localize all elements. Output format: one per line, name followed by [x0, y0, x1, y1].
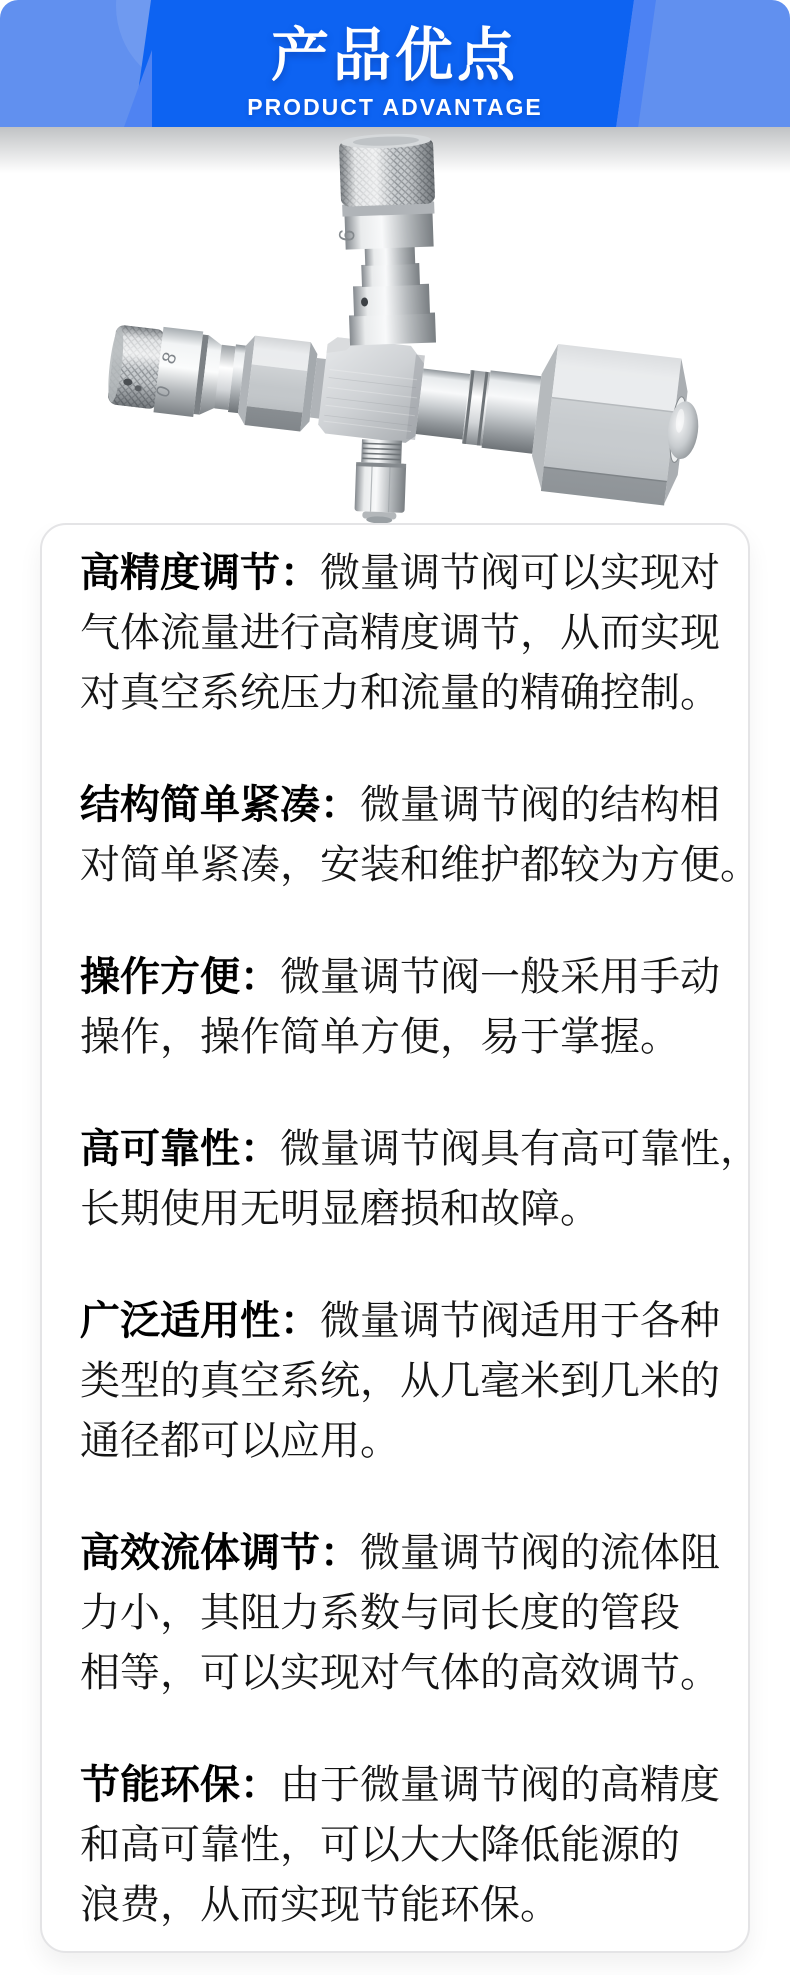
advantage-label: 高效流体调节： [80, 1531, 360, 1575]
advantage-text: 浪费，从而实现节能环保。 [80, 1883, 560, 1927]
advantage-label: 高可靠性： [80, 1127, 280, 1171]
advantage-item-structure [80, 775, 760, 895]
product-photo-stage [0, 127, 790, 523]
top-dial-collar [333, 213, 434, 250]
advantage-label: 高精度调节： [80, 551, 320, 595]
left-dial-number-0: 0 [152, 383, 176, 401]
left-dial-number-8: 8 [158, 349, 182, 368]
advantage-text: 对简单紧凑，安装和维护都较为方便。 [80, 843, 760, 887]
advantage-text: 对真空系统压力和流量的精确控制。 [80, 671, 720, 715]
right-cylinder [416, 368, 470, 439]
advantage-text: 微量调节阀可以实现对 [320, 551, 720, 595]
advantage-item-reliability [80, 1119, 760, 1239]
large-hex-fitting [528, 343, 691, 507]
page-title: 产品优点 [270, 23, 519, 88]
left-knurled-knob [105, 321, 209, 417]
stem-ring [361, 263, 420, 287]
advantage-text: 微量调节阀的结构相 [360, 783, 720, 827]
stem-neck [365, 246, 416, 266]
advantage-item-precision [80, 543, 722, 723]
stem-flange [349, 313, 436, 346]
advantage-text: 和高可靠性，可以大大降低能源的 [80, 1823, 680, 1867]
hex-standoff [355, 462, 407, 513]
central-block [317, 336, 426, 444]
advantage-text: 微量调节阀的流体阻 [360, 1531, 720, 1575]
advantage-label: 节能环保： [80, 1763, 280, 1807]
advantage-text: 由于微量调节阀的高精度 [280, 1763, 720, 1807]
top-knurled-knob [339, 132, 435, 206]
advantages-card [40, 523, 760, 1953]
advantage-item-applicability [80, 1291, 722, 1471]
advantage-label: 广泛适用性： [80, 1299, 320, 1343]
left-hex-nut [237, 335, 319, 433]
top-dial-number-6: 6 [333, 228, 360, 243]
advantage-text: 操作，操作简单方便，易于掌握。 [80, 1015, 680, 1059]
advantage-label: 结构简单紧凑： [80, 783, 360, 827]
advantage-item-eco [80, 1755, 722, 1951]
stud-ferrule [362, 511, 396, 523]
advantage-text: 长期使用无明显磨损和故障。 [80, 1187, 600, 1231]
advantage-label: 操作方便： [80, 955, 280, 999]
advantage-text: 相等，可以实现对气体的高效调节。 [80, 1651, 720, 1695]
stem-collar [353, 284, 430, 317]
right-spacer [482, 370, 542, 453]
advantage-text: 通径都可以应用。 [80, 1419, 400, 1463]
banner-content [0, 0, 790, 127]
advantage-text: 气体流量进行高精度调节，从而实现 [80, 611, 720, 655]
valve-vertical-assembly [330, 132, 440, 345]
banner [0, 0, 790, 127]
threaded-rod [361, 439, 402, 463]
advantage-text: 微量调节阀具有高可靠性， [280, 1127, 760, 1171]
advantage-text: 力小，其阻力系数与同长度的管段 [80, 1591, 680, 1635]
advantage-item-operation [80, 947, 722, 1067]
advantage-text: 微量调节阀适用于各种 [320, 1299, 720, 1343]
advantage-text: 微量调节阀一般采用手动 [280, 955, 720, 999]
page-subtitle: PRODUCT ADVANTAGE [247, 94, 543, 120]
advantage-item-flow [80, 1523, 722, 1703]
advantage-text: 类型的真空系统，从几毫米到几米的 [80, 1359, 720, 1403]
bottom-stud [354, 439, 407, 523]
product-photo-valve [0, 127, 790, 523]
